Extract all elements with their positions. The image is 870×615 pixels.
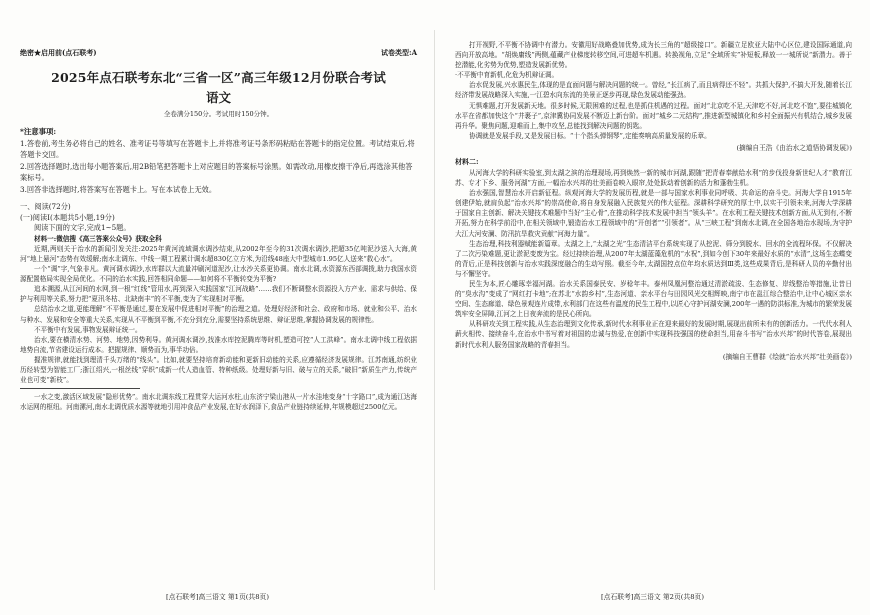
paragraph: 治水,要在横清水势、河势、地势,因势利导。黄河调水调沙,找准水库控泥腾库等时机,塑造可控“人工洪峰”。南水北调中线工程依据地势自流,节省建设运行成本。把握规律、顺势而为,事半功倍。	[20, 335, 417, 354]
part-heading: 一、阅读(72分)	[20, 201, 71, 211]
paragraph: 协调就是发展手段,又是发展目标。“十个指头弹钢琴”,定能奏响高质量发展的乐章。	[469, 131, 711, 140]
paragraph: 一水之变,激活区域发展“隐形优势”。南水北调东线工程贯穿大运河水柱,山东济宁梁山港从一片水洼地变身“十字路口”,成为通江达海水运网的枢纽。河南漯河,南水北调优质水源等就地引用冲食品产业发展,在好水润泽下,食品产业链持续延伸,年规模超过2500亿元。	[20, 393, 417, 412]
paragraph: 总结治水之道,更能理解“不平衡是通过,要在发展中促进相对平衡”的治理之道。处理好经济和社会、政府和市场、就业和公平、治水与种水、发展和安全等重大关系,实现从不平衡到平衡,不充分到充分,需要坚持系统思维、辩证思维,掌握协调发展的规律性。	[20, 305, 417, 324]
confidential-label: 绝密★启用前(点石联考)	[20, 48, 97, 57]
exam-title: 2025年点石联考东北“三省一区”高三年级12月份联合考试	[51, 70, 386, 85]
paragraph: 民生为本,匠心雕琢幸福河湖。治水关系国泰民安、岁稔年丰。泰州凤凰河整治通过清淤疏浚、生态修复、岸线整治等措施,让昔日的“臭水沟”变成了“网红打卡地”;在苏北“水韵乡村”,生态河道、亲水平台与田园风光交相辉映,南宁市在邕江综合整治中,让中心城区亲水空间、生态廊道、绿色景观连片成带,水利部门在这些有温度的民生工程中,以匠心守护河湖安澜,200年一遇的防洪标准,为城市的繁荣发展筑牢安全屏障,江河之上日夜奔流的是民心所向。	[455, 279, 852, 319]
source-citation: (摘编自王浩《由治水之道悟协调发展》)	[736, 143, 852, 152]
page-footer: [点石联考]高三语文 第2页(共8页)	[601, 593, 704, 601]
paragraph: 治水促发展,兴水惠民生,体现的是直面问题与解决问题的统一。曾经,“长江病了,而且病得还不轻”。共抓大保护,不搞大开发,随着长江经济带发展战略深入实施,一江碧水向东流的美景正逐步再现,绿色发展动能强劲。	[455, 81, 852, 100]
source-citation: (摘编自王曹群《绘就“治水兴邦”壮美画卷》)	[722, 352, 852, 361]
paragraph: 近期,两则关于治水的新闻引发关注:2025年黄河流域调水调沙结束,从2002年至今的31次调水调沙,把超35亿吨泥沙送入大海,黄河“地上悬河”态势有效缓解;南水北调东、中线一期工程累计调水超830亿立方米,为沿线48座大中型城市1.95亿人送来“救心水”。	[20, 244, 417, 263]
notice-item: 3.回答非选择题时,将答案写在答题卡上。写在本试卷上无效。	[20, 185, 217, 195]
paragraph: 从科研攻关到工程实践,从生态治理到文化传承,新时代水利事业正在迎来最好的发展时期,展现出前所未有的创新活力。一代代水利人薪火相传、接续奋斗,在治水中书写着对祖国的忠诚与热爱,在创新中实现科技强国的使命担当,用奋斗书写“治水兴邦”的时代答卷,展现出新时代水利人服务国家战略的青春担当。	[455, 320, 852, 349]
paper-type-label: 试卷类型:A	[380, 48, 417, 57]
subsection-heading: (一)阅读Ⅰ(本题共5小题,19分)	[20, 212, 115, 222]
paragraph: 一个“调”字,气象非凡。黄河调水调沙,水库群以大流量冲刷河道泥沙,让水沙关系更协调。南水北调,水资源东西部调拨,助力我国水资源配置格局实现全局优化。不同的治水实践,回答相同命题——如何将不平衡转变为平衡?	[20, 265, 417, 284]
bullet-point: ·不平衡中育新机,化危为机辩证调。	[455, 71, 559, 80]
notice-heading: *注意事项:	[20, 127, 57, 136]
page-footer: [点石联考]高三语文 第1页(共8页)	[166, 593, 269, 601]
paragraph: 无惧难题,打开发展新天地。很多时候,无限困难的过程,也是抓住机遇的过程。面对“北京吃不足,天津吃不好,河北吃不饱”,要往城镇化水平在省都加快这个“井裹子”,京津冀协同发展不断迈上新台阶。面对“城乡二元结构”,推进新型城镇化和乡村全面振兴有机结合,城乡发展再升华。聚焦问题,迎难而上,集中攻坚,总能找到解决问题的钥匙。	[455, 101, 852, 130]
exam-meta: 全卷满分150分。考试用时150分钟。	[163, 110, 274, 118]
divider-line	[20, 388, 140, 389]
paragraph: 生态治理,科技利器赋能新篇章。太湖之上,“太湖之光”生态清洁平台系统实现了从挖泥、筛分到脱水、回水的全流程环保。不仅解决了二次污染难题,更让淤泥变废为宝。经过持续治理,从2007年太湖蓝藻危机的“水祝”,到如今创下30年来最好水质的“水清”,这场生态蝶变的背后,正是科技创新与治水实践深度融合的生动写照。截至今年,太湖国控点位年均水质达到Ⅲ类,这些成果背后,是科研人员的辛勤付出与不懈坚守。	[455, 239, 852, 278]
header-bar	[20, 48, 417, 58]
notice-item: 2.回答选择题时,选出每小题答案后,用2B铅笔把答题卡上对应题目的答案标号涂黑。如需改动,用橡皮擦干净后,再选涂其他答案标号。	[20, 162, 413, 182]
instruction: 阅读下面的文字,完成1~5题。	[34, 223, 131, 233]
exam-subject: 语文	[205, 90, 231, 105]
paragraph: 治水强国,智慧治水开启新征程。纵观河海大学的发展历程,就是一部与国家水利事业同呼吸、共命运的奋斗史。河海大学自1915年创建伊始,就肩负起“治水兴邦”的崇高使命,将自身发展融入民族复兴的伟大征程。深耕科学研究的厚土中,以实干引领未来,河海大学深耕于国家自主创新、解决关键技术难题中当好“主心骨”,在推动科学技术发展中担当“领头羊”。在水利工程关键技术创新方面,从无到有,不断开拓,努力在科学前沿中,在相关领域中,锻造治水工程领域中的“开创者”“引领者”。从“三峡工程”到南水北调,在全国各地治水现场,为守护大江大河安澜、防汛抗旱救灾贡献“河海力量”。	[455, 189, 852, 238]
material-1-heading: 材料一:微信搜《高三答案公众号》获取全科	[34, 234, 162, 243]
material-2-heading: 材料二:	[455, 156, 479, 166]
paragraph: 从河海大学的科研实验室,到太湖之滨的治理现场,再到焕然一新的城市河湖,跟随“把青春奉献给水利”的步伐投身新世纪人才“教育江苏、专才下乡、服务河湖”方面,一幅治水兴邦的壮美画卷映入眼帘,处处跃动着创新的活力和蓬勃生机。	[455, 168, 852, 188]
paragraph: 不平衡中有发展,事物发展辩证统一。	[34, 325, 142, 334]
paragraph: 握准规律,就能找到理清千头万绪的“线头”。比如,就要坚持培育新动能和更新旧动能的关系,应遵循经济发展规律。江苏南通,纺织业历经转型为智能工厂;浙江绍兴,一根丝线“穿织”成新一代人造血管、特种纸级。处理好新与旧、破与立的关系,“破旧”新质生产力,传统产业也可变“新枝”。	[20, 355, 417, 385]
paragraph: 追本溯源,从江河间的水网,到一根“红线”管用水,再到深入实践国家“江河战略”……我们不断调整水资源投入方产业、需求与供给、保护与利用等关系,努力把“夏汛冬枯、北缺南丰”的不平衡,变为了实现相对平衡。	[20, 285, 417, 304]
page-2	[435, 0, 870, 615]
paragraph: 打开视野,不平衡不协调中有潜力。安徽用好战略叠加优势,成为长三角的“超级接口”。新疆立足欧亚大陆中心区位,建设国际通道,向西向开放高地。“胡焕庸线”两侧,蕴藏产业梯度转移空间,可进超车机遇。转换视角,立足“全域所实”补短板,释放一一城所说“新潜力。善于挖潜能,化劣势为优势,塑造发展新优势。	[455, 41, 852, 70]
notice-item: 1.答卷前,考生务必将自己的姓名、准考证号等填写在答题卡上,并将准考证号条形码粘贴在答题卡的指定位置。考试结束后,将答题卡交回。	[20, 139, 415, 159]
